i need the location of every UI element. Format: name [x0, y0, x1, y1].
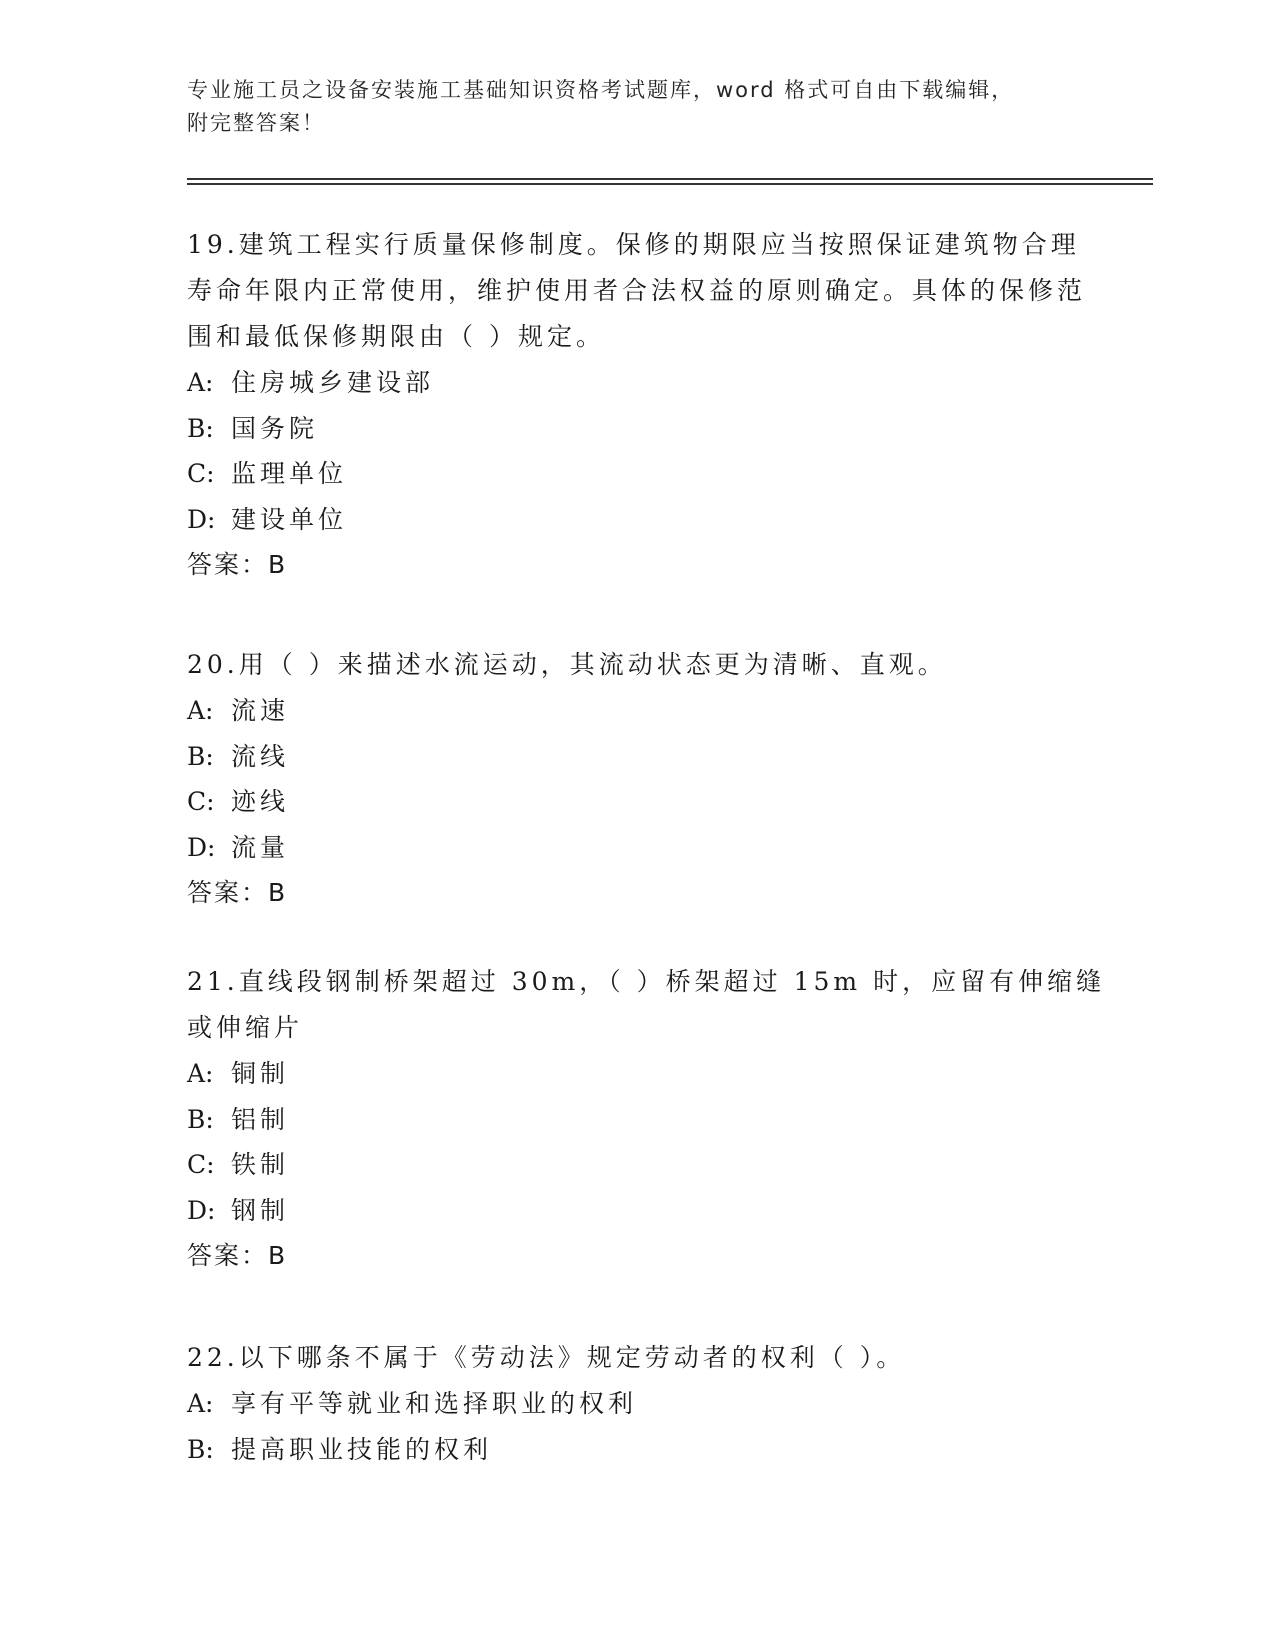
question-stem: 19.建筑工程实行质量保修制度。保修的期限应当按照保证建筑物合理寿命年限内正常使用，维护使用者合法权益的原则确定。具体的保修范围和最低保修期限由（ ）规定。 [187, 230, 1087, 351]
option-label: A: [187, 1059, 214, 1088]
option-text: 流量 [231, 832, 290, 862]
option-b [187, 1427, 1107, 1473]
option-c [187, 779, 1107, 825]
question-22 [187, 1335, 1107, 1472]
option-text: 钢制 [231, 1195, 290, 1225]
option-label: B: [187, 1104, 214, 1134]
option-d [187, 825, 1107, 871]
option-text: 铁制 [231, 1150, 290, 1179]
header-line-2: 附完整答案！ [187, 111, 325, 135]
option-label: D: [187, 504, 216, 534]
option-text: 迹线 [231, 787, 290, 816]
option-label: B: [187, 741, 214, 771]
option-label: D: [187, 1195, 216, 1225]
option-b [187, 1097, 1107, 1143]
option-label: C: [187, 459, 215, 488]
option-label: A: [187, 368, 214, 397]
option-text: 享有平等就业和选择职业的权利 [231, 1389, 638, 1418]
option-a [187, 360, 1107, 406]
option-text: 铝制 [231, 1104, 290, 1134]
answer-text: 答案：B [187, 1241, 288, 1270]
option-label: C: [187, 787, 215, 816]
question-19 [187, 222, 1107, 588]
option-label: A: [187, 1389, 214, 1418]
question-stem: 22.以下哪条不属于《劳动法》规定劳动者的权利（ ）。 [187, 1343, 906, 1372]
option-a [187, 688, 1107, 734]
question-stem: 20.用（ ）来描述水流运动，其流动状态更为清晰、直观。 [187, 650, 947, 679]
header-divider [187, 178, 1153, 185]
option-c [187, 451, 1107, 497]
option-text: 国务院 [231, 413, 319, 443]
option-label: A: [187, 696, 214, 725]
option-text: 流线 [231, 741, 290, 771]
option-text: 住房城乡建设部 [231, 368, 435, 397]
option-d [187, 1188, 1107, 1234]
option-text: 流速 [231, 696, 290, 725]
option-text: 监理单位 [231, 459, 348, 488]
document-header [187, 74, 1087, 140]
option-a [187, 1381, 1107, 1427]
option-a [187, 1051, 1107, 1097]
option-text: 建设单位 [231, 504, 348, 534]
question-stem: 21.直线段钢制桥架超过 30m，（ ）桥架超过 15m 时，应留有伸缩缝或伸缩片 [187, 967, 1106, 1042]
option-c [187, 1142, 1107, 1188]
option-label: B: [187, 413, 214, 443]
option-label: D: [187, 832, 216, 862]
option-text: 提高职业技能的权利 [231, 1434, 493, 1464]
answer-text: 答案：B [187, 878, 288, 907]
option-d [187, 497, 1107, 543]
question-21 [187, 959, 1107, 1279]
question-20 [187, 642, 1107, 916]
option-b [187, 734, 1107, 780]
option-text: 铜制 [231, 1059, 290, 1088]
option-b [187, 406, 1107, 452]
answer-text: 答案：B [187, 550, 288, 579]
option-label: B: [187, 1434, 214, 1464]
option-label: C: [187, 1150, 215, 1179]
header-line-1: 专业施工员之设备安装施工基础知识资格考试题库，word 格式可自由下载编辑， [187, 78, 1015, 102]
